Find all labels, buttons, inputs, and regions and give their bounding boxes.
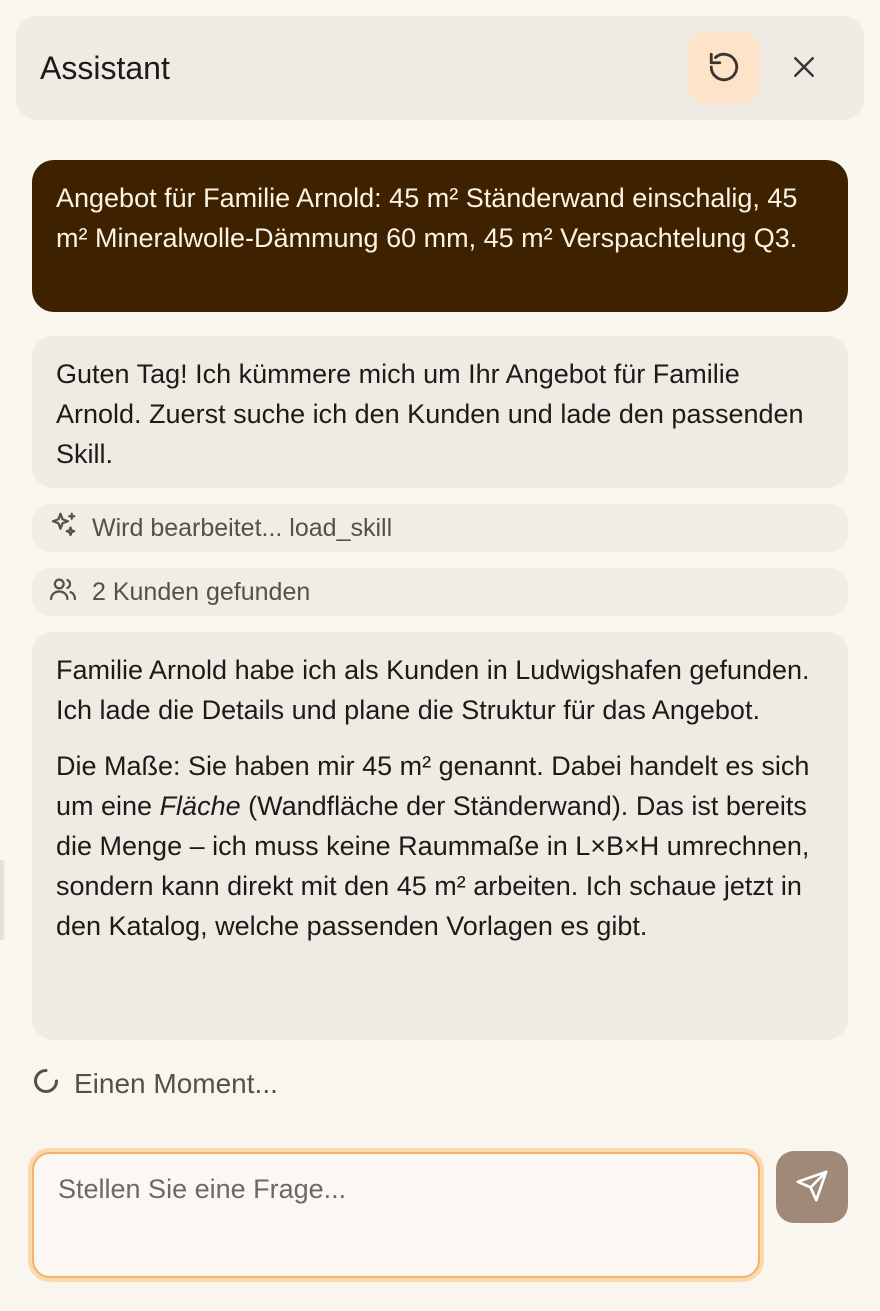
assistant-message-paragraph: Familie Arnold habe ich als Kunden in Ludwigshafen gefunden. Ich lade die Details und plane die Struktur für das Angebot. [56,655,810,725]
sparkles-icon [48,510,92,547]
assistant-message-paragraph [56,746,824,946]
paragraph-text: Die Maße: Sie haben mir 45 m² genannt. Dabei handelt es sich um eine [56,751,810,821]
tool-status-customers [32,568,848,616]
assistant-message [32,632,848,1040]
emphasis-text: Fläche [159,791,241,821]
assistant-header [16,16,864,120]
user-message [32,160,848,312]
composer [28,1148,764,1282]
paragraph-text: (Wandfläche der Ständerwand). Das ist bereits die Menge – ich muss keine Raummaße in L×B×H umrechnen, sondern kann direkt mit den 45 m² arbeiten. Ich schaue jetzt in den Katalog, welche passenden Vorlagen es gibt. [56,791,810,941]
send-button[interactable] [776,1151,848,1223]
tool-status-text: Wird bearbeitet... load_skill [92,513,393,542]
tool-status-processing [32,504,848,552]
rotate-ccw-icon [707,50,741,87]
close-icon [789,52,819,85]
panel-title: Assistant [40,50,170,86]
side-drawer-handle[interactable] [0,860,4,940]
reset-conversation-button[interactable] [688,32,760,104]
users-icon [48,574,92,611]
assistant-message-text: Guten Tag! Ich kümmere mich um Ihr Angebot für Familie Arnold. Zuerst suche ich den Kunden und lade den passenden Skill. [56,359,804,469]
assistant-message [32,336,848,488]
spinner-icon [32,1067,74,1102]
close-button[interactable] [768,32,840,104]
loading-indicator [32,1064,278,1104]
user-message-text: Angebot für Familie Arnold: 45 m² Ständerwand einschalig, 45 m² Mineralwolle-Dämmung 60 mm, 45 m² Verspachtelung Q3. [56,183,798,253]
send-icon [795,1169,829,1206]
question-input[interactable] [32,1152,760,1278]
tool-status-text: 2 Kunden gefunden [92,577,311,606]
loading-text: Einen Moment... [74,1068,278,1099]
